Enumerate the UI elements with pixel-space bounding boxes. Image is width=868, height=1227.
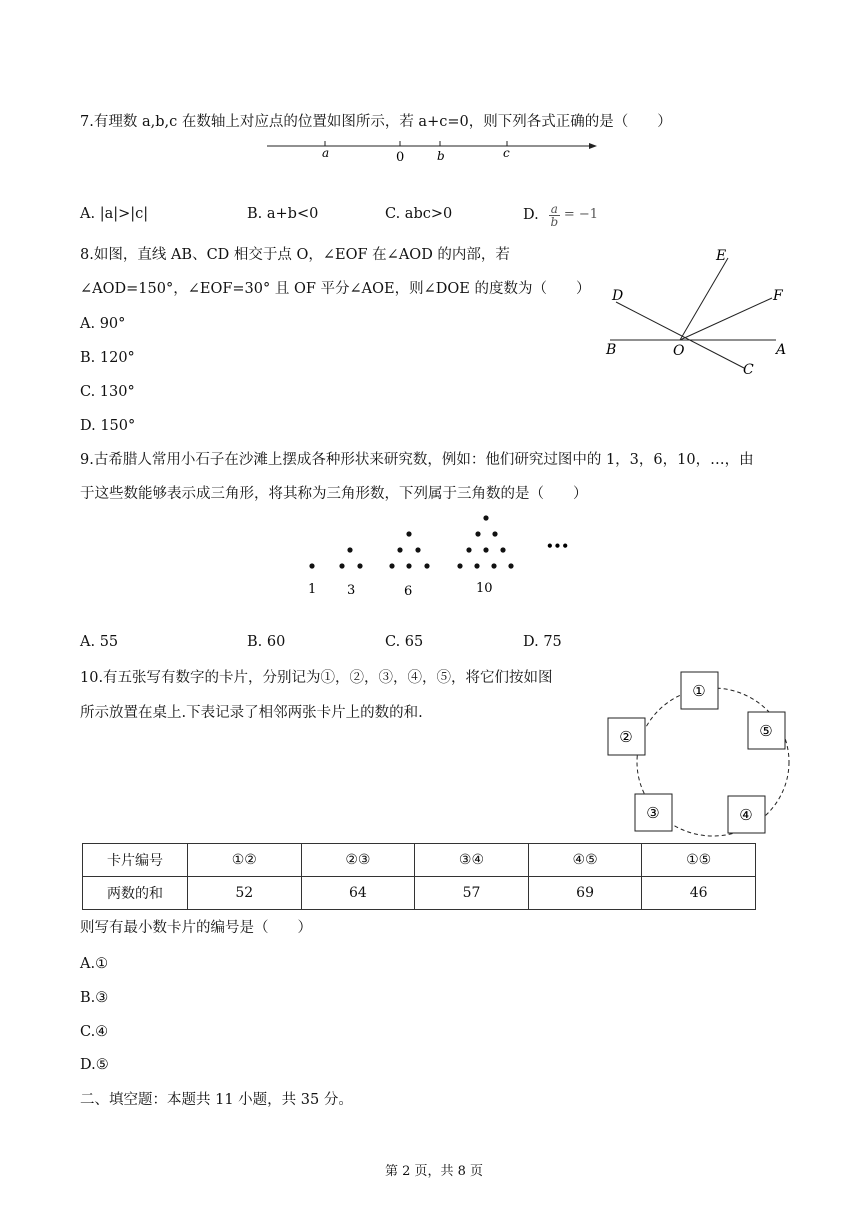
table-cell: ①② — [188, 844, 302, 877]
q8-angle-figure — [598, 244, 798, 384]
q8-stem-line1: 8.如图，直线 AB、CD 相交于点 O，∠EOF 在∠AOD 的内部，若 — [80, 247, 510, 263]
q10-option-b: B.③ — [80, 990, 109, 1006]
card-1 — [681, 672, 718, 709]
q10-stem-line1: 10.有五张写有数字的卡片，分别记为①，②，③，④，⑤，将它们按如图 — [80, 670, 553, 686]
svg-text:②: ② — [619, 728, 633, 746]
label-e: E — [716, 248, 727, 264]
q9-option-c: C. 65 — [385, 634, 424, 650]
fraction-numerator: a — [550, 201, 558, 216]
table-row — [83, 877, 756, 910]
q9-option-a: A. 55 — [80, 634, 119, 650]
axis-label-c: c — [503, 146, 510, 160]
svg-text:①: ① — [692, 682, 706, 700]
table-header-card-number: 卡片编号 — [83, 844, 188, 877]
q8-option-c: C. 130° — [80, 384, 135, 400]
q10-option-d: D.⑤ — [80, 1057, 109, 1073]
table-cell: 52 — [188, 877, 302, 910]
q10-cards-circle-figure — [600, 668, 796, 840]
svg-text:④: ④ — [739, 806, 753, 824]
label-b: B — [606, 342, 617, 358]
table-cell: ③④ — [415, 844, 529, 877]
triangle-label-10: 10 — [476, 581, 493, 596]
q10-stem-line2: 所示放置在桌上.下表记录了相邻两张卡片上的数的和. — [80, 705, 423, 721]
table-header-sum: 两数的和 — [83, 877, 188, 910]
q10-question: 则写有最小数卡片的编号是（ ） — [80, 920, 312, 936]
label-o: O — [673, 343, 685, 359]
q7-option-b: B. a+b<0 — [247, 206, 319, 222]
q8-option-a: A. 90° — [80, 316, 126, 332]
q7-stem: 7.有理数 a,b,c 在数轴上对应点的位置如图所示，若 a+c=0，则下列各式正确的是（ ） — [80, 114, 672, 130]
q7-option-c: C. abc>0 — [385, 206, 453, 222]
card-3 — [635, 794, 672, 831]
q9-triangle-dots-figure — [300, 508, 570, 600]
q9-stem-line1: 9.古希腊人常用小石子在沙滩上摆成各种形状来研究数，例如：他们研究过图中的 1，3，6，10，…，由 — [80, 452, 754, 468]
q7-number-line — [265, 135, 605, 167]
svg-text:⑤: ⑤ — [759, 722, 773, 740]
q10-sums-table — [82, 843, 756, 910]
label-d: D — [612, 288, 624, 304]
card-2 — [608, 718, 645, 755]
label-c: C — [743, 362, 754, 378]
q10-option-a: A.① — [80, 956, 109, 972]
card-5 — [748, 712, 785, 749]
q7-option-d-rhs: = −1 — [563, 207, 599, 222]
q9-option-d: D. 75 — [523, 634, 562, 650]
q10-option-c: C.④ — [80, 1024, 109, 1040]
page-footer: 第 2 页，共 8 页 — [384, 1164, 484, 1179]
q8-option-b: B. 120° — [80, 350, 135, 366]
axis-label-a: a — [322, 146, 330, 160]
q7-option-a: A. |a|>|c| — [80, 206, 149, 222]
triangle-label-6: 6 — [404, 584, 413, 599]
q7-option-d-fraction — [549, 203, 560, 228]
table-cell: ④⑤ — [528, 844, 642, 877]
q8-option-d: D. 150° — [80, 418, 136, 434]
table-row — [83, 844, 756, 877]
table-cell: 64 — [301, 877, 415, 910]
dots-ellipsis: ••• — [546, 539, 570, 553]
label-a: A — [776, 342, 787, 358]
card-4 — [728, 796, 765, 833]
table-cell: ①⑤ — [642, 844, 756, 877]
axis-label-b: b — [437, 149, 445, 163]
q7-option-d-prefix: D. — [523, 207, 539, 223]
table-cell: 57 — [415, 877, 529, 910]
q8-stem-line2: ∠AOD=150°，∠EOF=30° 且 OF 平分∠AOE，则∠DOE 的度数为（ ） — [80, 281, 591, 297]
fraction-denominator: b — [550, 214, 559, 229]
svg-text:③: ③ — [646, 804, 660, 822]
table-cell: ②③ — [301, 844, 415, 877]
q9-stem-line2: 于这些数能够表示成三角形，将其称为三角形数，下列属于三角数的是（ ） — [80, 486, 588, 502]
triangle-label-3: 3 — [347, 583, 356, 598]
table-cell: 69 — [528, 877, 642, 910]
label-f: F — [773, 288, 783, 304]
q7-option-d — [523, 198, 598, 232]
axis-label-zero: 0 — [396, 150, 405, 165]
triangle-label-1: 1 — [308, 582, 317, 597]
section-2-heading: 二、填空题：本题共 11 小题，共 35 分。 — [80, 1092, 353, 1108]
table-cell: 46 — [642, 877, 756, 910]
q9-option-b: B. 60 — [247, 634, 286, 650]
